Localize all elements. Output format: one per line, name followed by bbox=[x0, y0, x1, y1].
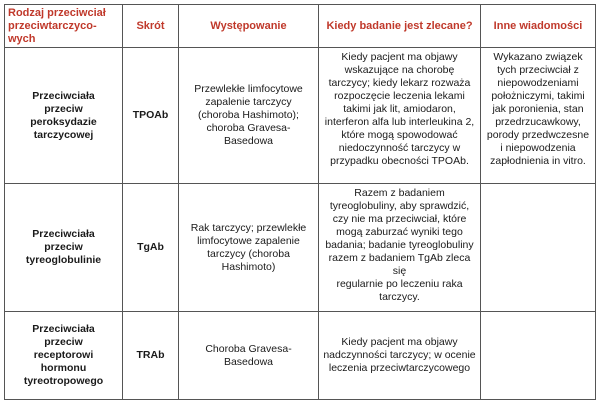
occurrence-cell: Choroba Gravesa- Basedowa bbox=[179, 312, 319, 400]
when-ordered-cell: Kiedy pacjent ma objawy wskazujące na chorobę tarczycy; kiedy lekarz rozważa rozpoczęcie leczenia lekami takimi jak lit, amiodaron, interferon alfa lub interleukina 2, które mogą spowodować niedoczynność tarczycy w przypadku obecności TPOAb. bbox=[319, 48, 481, 184]
abbreviation-cell: TRAb bbox=[123, 312, 179, 400]
table-row bbox=[5, 312, 596, 400]
header-abbreviation: Skrót bbox=[123, 5, 179, 48]
abbreviation-cell: TPOAb bbox=[123, 48, 179, 184]
other-info-cell bbox=[481, 184, 596, 312]
antibody-name-cell: Przeciwciała przeciw receptorowi hormonu tyreotropowego bbox=[5, 312, 123, 400]
occurrence-cell: Rak tarczycy; przewlekłe limfocytowe zapalenie tarczycy (choroba Hashimoto) bbox=[179, 184, 319, 312]
occurrence-cell: Przewlekłe limfocytowe zapalenie tarczycy (choroba Hashimoto); choroba Gravesa- Basedowa bbox=[179, 48, 319, 184]
table-row bbox=[5, 48, 596, 184]
header-antibody-type: Rodzaj przeciwciał przeciwtarczyco- wych bbox=[5, 5, 123, 48]
antibody-name-cell: Przeciwciała przeciw peroksydazie tarczycowej bbox=[5, 48, 123, 184]
when-ordered-cell: Razem z badaniem tyreoglobuliny, aby sprawdzić, czy nie ma przeciwciał, które mogą zaburzać wyniki tego badania; badanie tyreoglobuliny razem z badaniem TgAb zleca się regularnie po leczeniu raka tarczycy. bbox=[319, 184, 481, 312]
abbreviation-cell: TgAb bbox=[123, 184, 179, 312]
table-row bbox=[5, 184, 596, 312]
when-ordered-cell: Kiedy pacjent ma objawy nadczynności tarczycy; w ocenie leczenia przeciwtarczycowego bbox=[319, 312, 481, 400]
other-info-cell bbox=[481, 312, 596, 400]
header-other-info: Inne wiadomości bbox=[481, 5, 596, 48]
thyroid-antibodies-table bbox=[4, 4, 596, 400]
table-header-row bbox=[5, 5, 596, 48]
other-info-cell: Wykazano związek tych przeciwciał z niepowodzeniami położniczymi, takimi jak poronienia, stan przedrzucawkowy, porody przedwczesne i niepowodzenia zapłodnienia in vitro. bbox=[481, 48, 596, 184]
header-when-ordered: Kiedy badanie jest zlecane? bbox=[319, 5, 481, 48]
header-occurrence: Występowanie bbox=[179, 5, 319, 48]
antibody-name-cell: Przeciwciała przeciw tyreoglobulinie bbox=[5, 184, 123, 312]
